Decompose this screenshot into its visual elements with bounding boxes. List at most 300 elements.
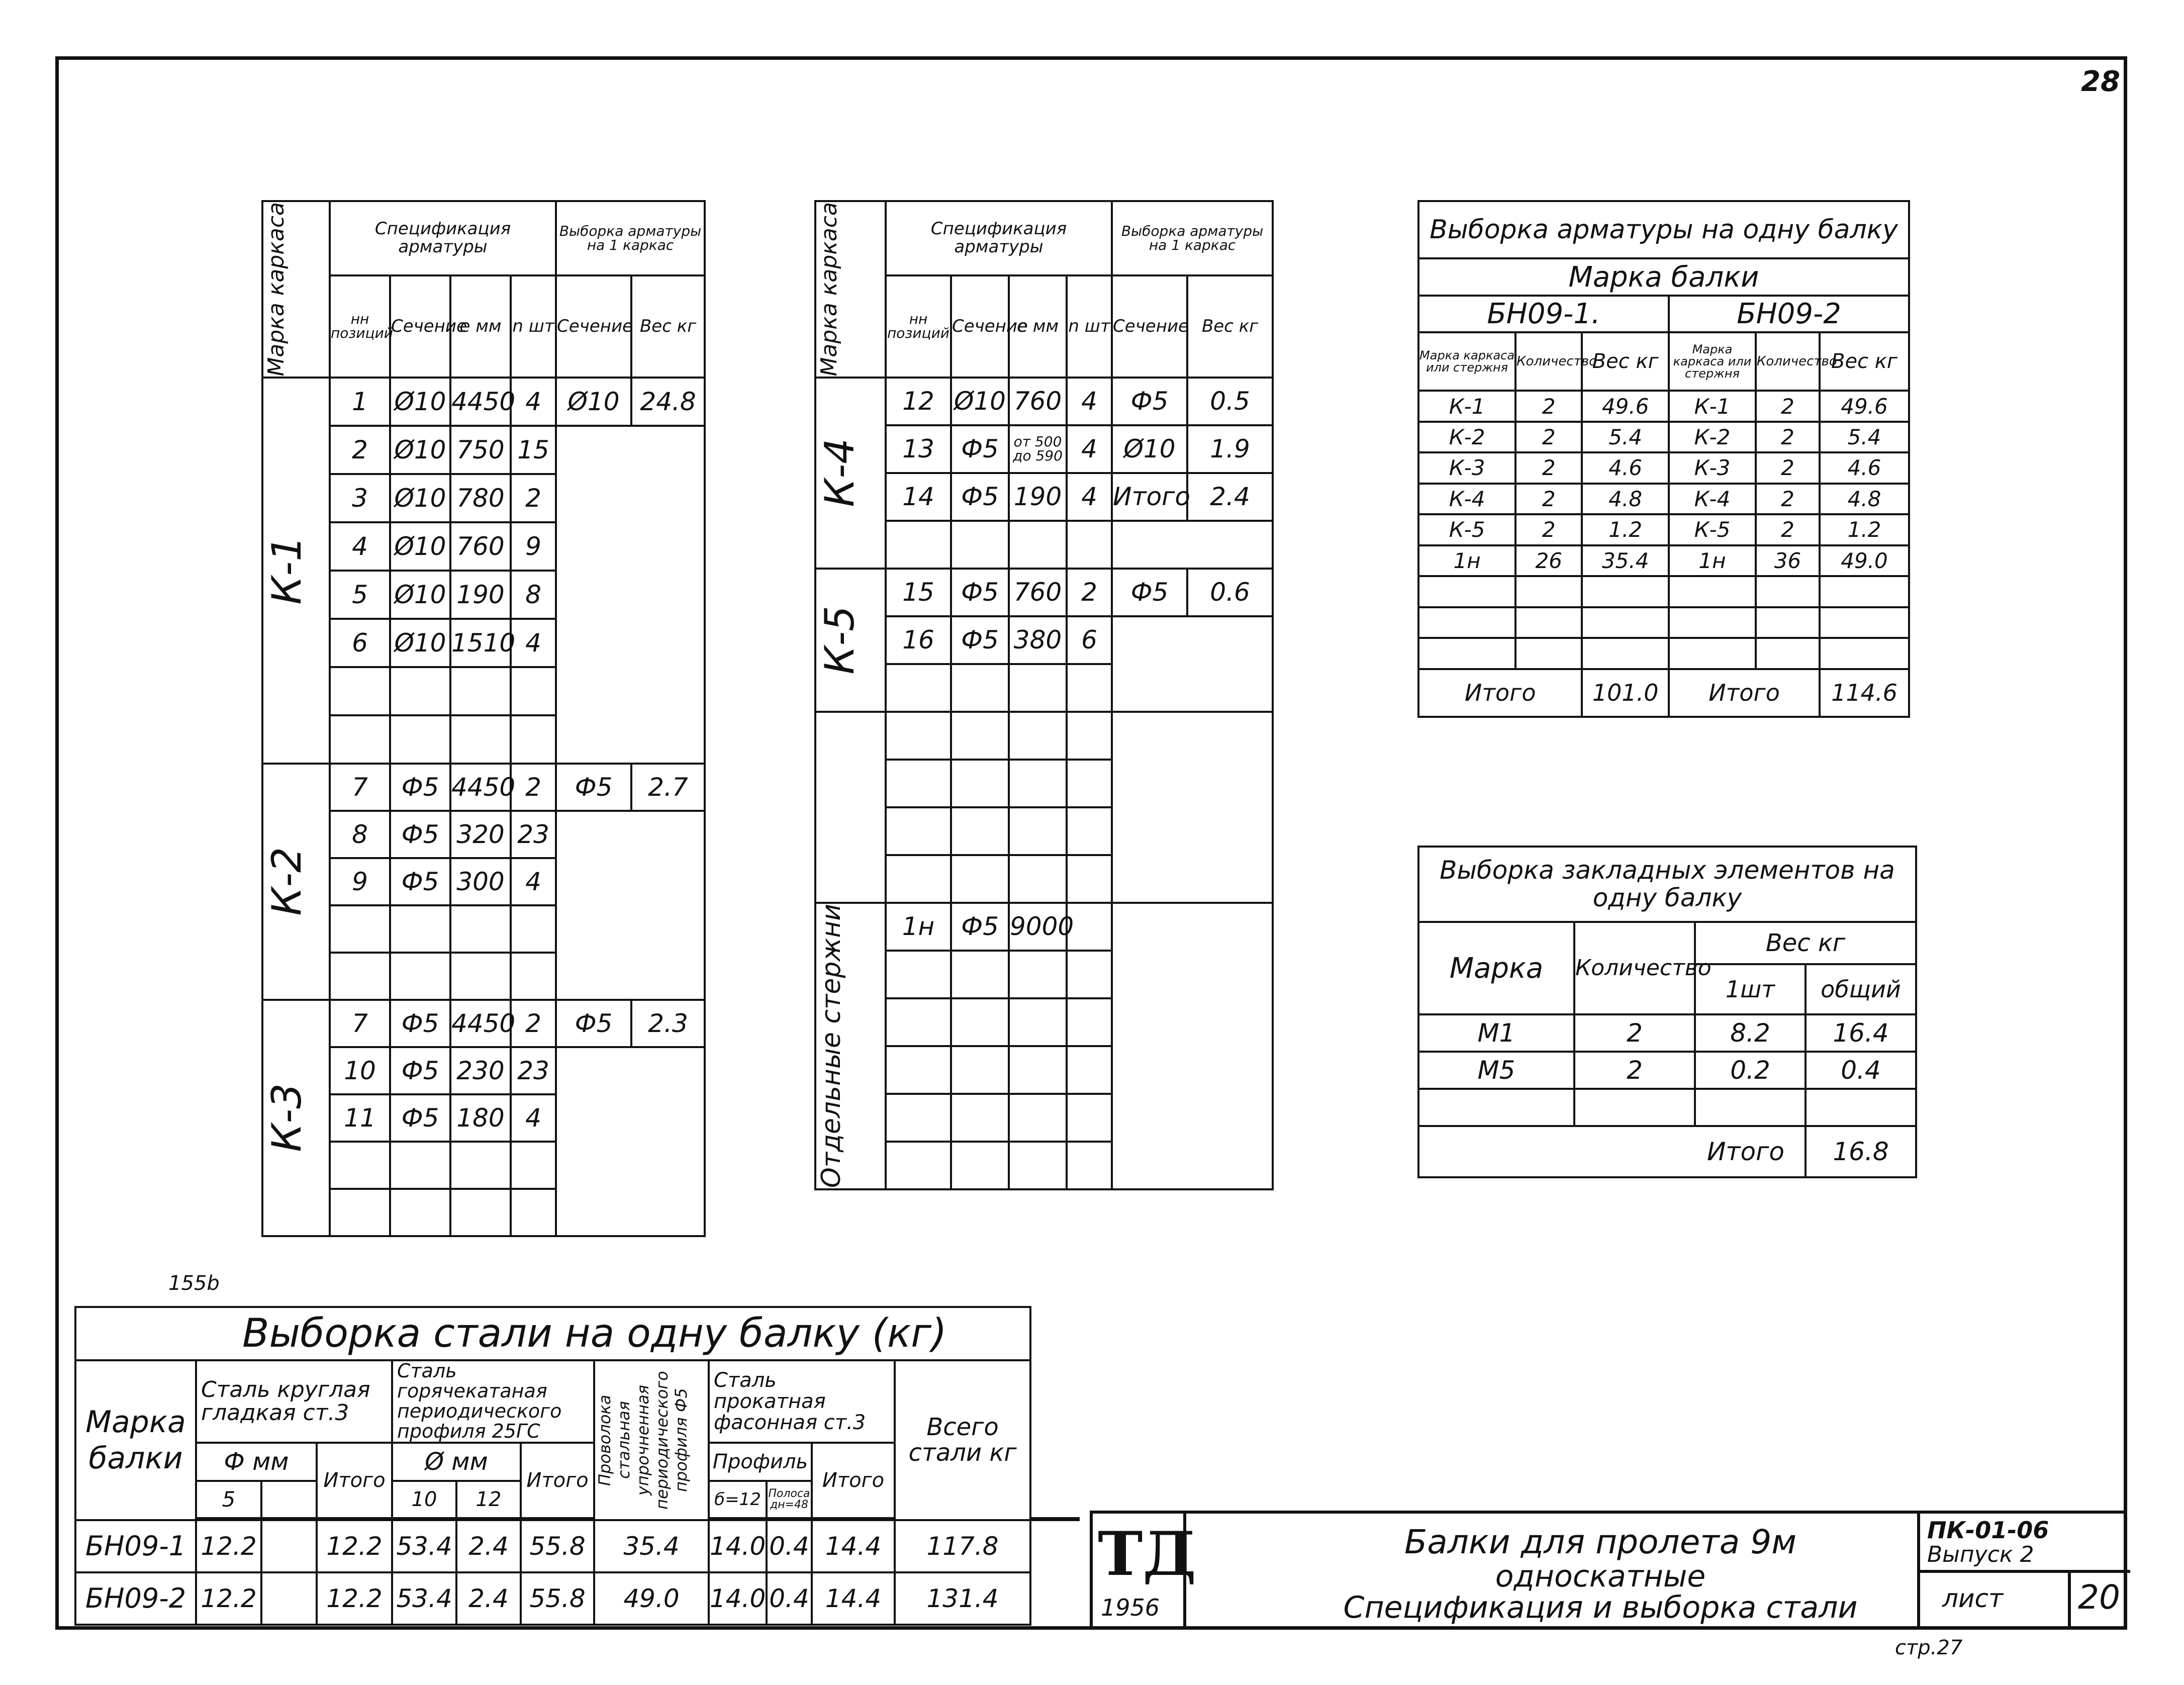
table-cell: 53.4 xyxy=(392,1520,456,1572)
empty-cell xyxy=(1067,855,1112,903)
empty-cell xyxy=(1582,576,1669,607)
empty-cell xyxy=(951,521,1009,569)
table-cell: Сечение xyxy=(1112,275,1187,377)
table-cell: 2.3 xyxy=(631,1000,705,1047)
table-cell: 320 xyxy=(450,811,511,858)
table-cell: 16 xyxy=(886,616,951,664)
empty-cell xyxy=(1418,1089,1574,1126)
empty-cell xyxy=(1030,1518,1079,1520)
table-cell: 2.4 xyxy=(1187,473,1273,521)
table-cell: Вес кг xyxy=(1695,922,1916,964)
table-cell: М1 xyxy=(1418,1014,1574,1052)
table-cell: 7 xyxy=(330,1000,390,1047)
empty-cell xyxy=(1669,576,1756,607)
empty-cell xyxy=(1418,607,1515,638)
table-cell: Ф5 xyxy=(951,616,1009,664)
head-vyb: Выборка арматуры на 1 каркас xyxy=(556,201,705,275)
empty-cell xyxy=(1009,1046,1067,1094)
table-cell: Ф5 xyxy=(951,903,1009,951)
table-cell: Марка балки xyxy=(75,1360,196,1520)
table-cell: 1.2 xyxy=(1582,514,1669,545)
table-cell: 5 xyxy=(330,571,390,619)
table-cell: Сталь горячекатаная периодического профиля 25ГС xyxy=(392,1360,594,1443)
table-cell: 24.8 xyxy=(631,378,705,426)
table-cell: 4.6 xyxy=(1582,452,1669,483)
table-cell: общий xyxy=(1806,964,1916,1014)
empty-cell xyxy=(1009,807,1067,855)
table-cell: Ø мм xyxy=(392,1443,521,1481)
empty-cell xyxy=(815,569,886,712)
empty-cell xyxy=(1009,521,1067,569)
table-cell: 2 xyxy=(1067,569,1112,616)
table-row xyxy=(815,569,1273,616)
empty-cell xyxy=(390,1142,450,1189)
table-cell: 23 xyxy=(511,811,556,858)
table-cell: 117.8 xyxy=(895,1520,1030,1572)
table-cell: Ø10 xyxy=(390,522,450,571)
logo: ТД xyxy=(1098,1519,1196,1589)
head-vyb-2: Выборка арматуры на 1 каркас xyxy=(1112,201,1273,275)
table-cell: 750 xyxy=(450,426,511,474)
empty-cell xyxy=(1820,638,1909,669)
table-cell: 12 xyxy=(456,1481,521,1518)
table-cell: 13 xyxy=(886,425,951,473)
table-cell: 0.6 xyxy=(1187,569,1273,616)
title-line-1: Балки для пролета 9м xyxy=(1404,1523,1796,1561)
head-marka-2: Марка каркаса xyxy=(816,202,842,377)
empty-cell xyxy=(511,1142,556,1189)
code-note: 155b xyxy=(168,1272,220,1295)
stal-table xyxy=(74,1306,1080,1626)
table-cell: Ø10 xyxy=(390,474,450,522)
table-cell: 2.7 xyxy=(631,764,705,811)
table-cell: Ф5 xyxy=(1112,569,1187,616)
empty-cell xyxy=(1582,607,1669,638)
table-cell: Итого xyxy=(1669,669,1820,717)
table-cell: БН09-2 xyxy=(75,1572,196,1625)
empty-cell xyxy=(556,811,705,1000)
empty-cell xyxy=(1067,521,1112,569)
table-cell: e мм xyxy=(1009,275,1067,377)
table-cell: Ф5 xyxy=(390,811,450,858)
empty-cell xyxy=(1806,1089,1916,1126)
table-cell: М5 xyxy=(1418,1052,1574,1089)
table-cell: 8.2 xyxy=(1695,1014,1806,1052)
table-cell: БН09-1 xyxy=(75,1520,196,1572)
total-2: 114.6 xyxy=(1820,669,1909,717)
issue-number: Выпуск 2 xyxy=(1927,1542,2034,1567)
empty-cell xyxy=(450,667,511,715)
total-row xyxy=(1418,669,1909,717)
empty-cell xyxy=(886,1046,951,1094)
table-cell: 4450 xyxy=(450,378,511,426)
table-cell: Марка каркаса или стержня xyxy=(1669,332,1756,391)
table-cell: 53.4 xyxy=(392,1572,456,1625)
spec-table-1 xyxy=(261,200,706,1237)
table-cell: 49.6 xyxy=(1582,391,1669,421)
table-cell: Ø10 xyxy=(1112,425,1187,473)
table-cell: К-2 xyxy=(1669,422,1756,452)
table-cell: Полоса дн=48 xyxy=(767,1481,812,1518)
empty-cell xyxy=(1669,638,1756,669)
col-sech: Сечение xyxy=(390,275,450,377)
empty-cell xyxy=(1067,951,1112,998)
table-cell: от 500 до 590 xyxy=(1009,425,1067,473)
table-cell: Итого xyxy=(317,1443,392,1518)
table-cell: 10 xyxy=(330,1047,390,1094)
zakl-table xyxy=(1417,846,1917,1178)
table-cell: Ф5 xyxy=(556,764,631,811)
sheet-label: лист xyxy=(1942,1584,2004,1613)
table-cell: 8 xyxy=(330,811,390,858)
empty-cell xyxy=(330,905,390,953)
empty-cell xyxy=(886,807,951,855)
table-cell: Марка каркаса или стержня xyxy=(1418,332,1515,391)
table-cell: 6 xyxy=(1067,616,1112,664)
table-cell: Ф5 xyxy=(390,764,450,811)
table-row xyxy=(1418,1052,1916,1089)
table-cell: 55.8 xyxy=(521,1572,594,1625)
table-cell: 5.4 xyxy=(1820,422,1909,452)
empty-cell xyxy=(815,903,886,1189)
table-cell: 2.4 xyxy=(456,1520,521,1572)
empty-cell xyxy=(951,1142,1009,1189)
table-cell xyxy=(261,1572,317,1625)
table-row xyxy=(1418,391,1909,421)
spec-table-2 xyxy=(814,200,1274,1190)
table-cell: 2 xyxy=(1515,484,1582,514)
table-cell: 12 xyxy=(886,378,951,425)
empty-cell xyxy=(330,1142,390,1189)
empty-cell xyxy=(1067,712,1112,760)
table-cell xyxy=(261,1520,317,1572)
empty-cell xyxy=(511,1189,556,1236)
empty-cell xyxy=(330,715,390,764)
empty-cell xyxy=(556,426,705,764)
table-cell: 2 xyxy=(1756,484,1820,514)
table-cell: К-2 xyxy=(1418,422,1515,452)
table-row xyxy=(815,903,1273,951)
table-cell: 380 xyxy=(1009,616,1067,664)
empty-cell xyxy=(330,953,390,1000)
table-cell: Ф5 xyxy=(390,1094,450,1142)
empty-cell xyxy=(1820,576,1909,607)
table-cell: Ф5 xyxy=(390,1047,450,1094)
empty-cell xyxy=(886,1142,951,1189)
empty-cell xyxy=(815,712,886,903)
table-row xyxy=(262,764,705,811)
table-row xyxy=(1418,422,1909,452)
empty-cell xyxy=(450,953,511,1000)
table-cell: Ø10 xyxy=(951,378,1009,425)
empty-cell xyxy=(1067,760,1112,807)
vyb-title: Выборка арматуры на одну балку xyxy=(1418,201,1909,258)
total-1: 101.0 xyxy=(1582,669,1669,717)
table-cell: К-2 xyxy=(263,847,310,916)
beam-2: БН09-2 xyxy=(1669,296,1909,332)
table-cell: 760 xyxy=(1009,378,1067,425)
empty-cell xyxy=(1582,638,1669,669)
empty-cell xyxy=(1418,576,1515,607)
table-row xyxy=(1418,484,1909,514)
empty-cell xyxy=(886,998,951,1046)
table-cell: Профиль xyxy=(709,1443,812,1481)
empty-cell xyxy=(1009,951,1067,998)
table-cell: Ø10 xyxy=(390,426,450,474)
footer-ref: стр.27 xyxy=(1895,1636,1963,1659)
table-cell: Вес кг xyxy=(1582,332,1669,391)
empty-cell xyxy=(390,1189,450,1236)
table-cell: 55.8 xyxy=(521,1520,594,1572)
table-cell: Ф5 xyxy=(951,569,1009,616)
table-cell: 2 xyxy=(511,474,556,522)
table-cell: 4.8 xyxy=(1582,484,1669,514)
empty-cell xyxy=(556,1047,705,1236)
table-cell: 12.2 xyxy=(317,1572,392,1625)
head-spec-2: Спецификация арматуры xyxy=(886,201,1112,275)
table-cell: Ø10 xyxy=(556,378,631,426)
table-cell: 9000 xyxy=(1009,903,1067,951)
table-cell: 4.8 xyxy=(1820,484,1909,514)
table-cell: Ф5 xyxy=(951,425,1009,473)
table-cell: Ø10 xyxy=(390,378,450,426)
empty-cell xyxy=(886,951,951,998)
table-cell: 4 xyxy=(511,1094,556,1142)
empty-cell xyxy=(1669,607,1756,638)
table-cell: Ф5 xyxy=(556,1000,631,1047)
col-nn: нн позиций xyxy=(330,275,390,377)
table-cell: 7 xyxy=(330,764,390,811)
empty-cell xyxy=(951,760,1009,807)
empty-cell xyxy=(886,855,951,903)
table-cell: Сечение xyxy=(951,275,1009,377)
table-row xyxy=(815,378,1273,425)
table-cell: К-4 xyxy=(1418,484,1515,514)
empty-cell xyxy=(886,760,951,807)
table-cell: 1510 xyxy=(450,619,511,667)
empty-cell xyxy=(951,712,1009,760)
col-l: e мм xyxy=(450,275,511,377)
empty-cell xyxy=(951,1094,1009,1142)
table-cell: Итого xyxy=(812,1443,895,1518)
empty-cell xyxy=(450,715,511,764)
mark-k3 xyxy=(262,1000,330,1236)
empty-cell xyxy=(594,1360,709,1520)
mark-sep: Отдельные стержни xyxy=(816,903,846,1188)
empty-cell xyxy=(330,667,390,715)
table-cell: 4450 xyxy=(450,1000,511,1047)
empty-cell xyxy=(951,807,1009,855)
table-cell: 1н xyxy=(1418,545,1515,576)
zakl-title: Выборка закладных элементов на одну балку xyxy=(1418,847,1916,922)
empty-cell xyxy=(1067,807,1112,855)
empty-cell xyxy=(1695,1089,1806,1126)
empty-cell xyxy=(1515,607,1582,638)
table-cell: 0.5 xyxy=(1187,378,1273,425)
col-sech2: Сечение xyxy=(556,275,631,377)
table-cell: 11 xyxy=(330,1094,390,1142)
empty-cell xyxy=(1574,1089,1695,1126)
empty-cell xyxy=(511,953,556,1000)
series-code: ПК-01-06 xyxy=(1927,1517,2049,1544)
table-cell: К-3 xyxy=(1669,452,1756,483)
table-row xyxy=(262,1000,705,1047)
table-cell: 1шт xyxy=(1695,964,1806,1014)
table-cell: 12.2 xyxy=(196,1520,261,1572)
table-cell: Количество xyxy=(1515,332,1582,391)
table-row xyxy=(75,1572,1079,1625)
table-cell: 2 xyxy=(1574,1052,1695,1089)
table-cell: Ф мм xyxy=(196,1443,317,1481)
table-cell: 190 xyxy=(1009,473,1067,521)
empty-cell xyxy=(886,712,951,760)
table-cell: 2 xyxy=(330,426,390,474)
head-spec: Спецификация арматуры xyxy=(330,201,556,275)
empty-cell xyxy=(951,1046,1009,1094)
page-number: 28 xyxy=(2081,65,2120,98)
table-cell: Ø10 xyxy=(390,619,450,667)
table-cell: 12.2 xyxy=(317,1520,392,1572)
table-row xyxy=(75,1520,1079,1572)
table-cell: К-5 xyxy=(1669,514,1756,545)
empty-cell xyxy=(1756,638,1820,669)
empty-cell xyxy=(1009,664,1067,712)
table-cell: 180 xyxy=(450,1094,511,1142)
empty-cell xyxy=(951,951,1009,998)
table-cell: 4 xyxy=(330,522,390,571)
table-cell: 8 xyxy=(511,571,556,619)
empty-cell xyxy=(511,905,556,953)
empty-cell xyxy=(1112,903,1273,1189)
empty-cell xyxy=(1820,607,1909,638)
mark-k1 xyxy=(262,378,330,764)
table-cell: 14.4 xyxy=(812,1572,895,1625)
table-row xyxy=(262,378,705,426)
table-cell: 35.4 xyxy=(594,1520,709,1572)
table-cell: К-1 xyxy=(1669,391,1756,421)
table-cell: Вес кг xyxy=(1820,332,1909,391)
table-cell: Ф5 xyxy=(1112,378,1187,425)
table-cell: Итого xyxy=(1418,669,1582,717)
table-cell: б=12 xyxy=(709,1481,767,1518)
table-cell: 4 xyxy=(511,858,556,905)
table-cell: 49.0 xyxy=(594,1572,709,1625)
empty-cell xyxy=(1756,607,1820,638)
table-cell: Сталь прокатная фасонная ст.3 xyxy=(709,1360,895,1443)
table-cell: 4 xyxy=(511,378,556,426)
table-cell: 2 xyxy=(511,764,556,811)
table-cell: 4 xyxy=(1067,473,1112,521)
table-cell: 16.4 xyxy=(1806,1014,1916,1052)
table-cell: 14.4 xyxy=(812,1520,895,1572)
zakl-total: 16.8 xyxy=(1806,1126,1916,1177)
empty-cell xyxy=(390,667,450,715)
empty-cell xyxy=(330,1189,390,1236)
table-row xyxy=(1418,545,1909,576)
table-cell: 2 xyxy=(1756,422,1820,452)
title-line-2: односкатные xyxy=(1495,1559,1706,1594)
empty-cell xyxy=(1515,638,1582,669)
table-row xyxy=(1418,452,1909,483)
empty-cell xyxy=(450,1142,511,1189)
table-cell: 2 xyxy=(1574,1014,1695,1052)
table-cell: 190 xyxy=(450,571,511,619)
table-cell: К-1 xyxy=(263,536,310,605)
empty-cell xyxy=(1067,1142,1112,1189)
table-cell: 4 xyxy=(1067,378,1112,425)
table-cell: 0.2 xyxy=(1695,1052,1806,1089)
table-cell: 2 xyxy=(1756,452,1820,483)
empty-cell xyxy=(1112,712,1273,903)
col-ves: Вес кг xyxy=(631,275,705,377)
empty-cell xyxy=(1009,855,1067,903)
beam-1: БН09-1. xyxy=(1418,296,1669,332)
table-cell: Всего стали кг xyxy=(895,1360,1030,1520)
table-cell: 23 xyxy=(511,1047,556,1094)
col-n: n шт xyxy=(511,275,556,377)
table-cell: 2 xyxy=(1515,391,1582,421)
table-cell: Ф5 xyxy=(951,473,1009,521)
stal-title: Выборка стали на одну балку (кг) xyxy=(75,1307,1030,1360)
table-cell: 2 xyxy=(511,1000,556,1047)
table-row xyxy=(1418,514,1909,545)
table-cell: Количество xyxy=(1574,922,1695,1014)
table-cell: 9 xyxy=(330,858,390,905)
table-cell: 760 xyxy=(450,522,511,571)
table-cell: 6 xyxy=(330,619,390,667)
title-line-3: Спецификация и выборка стали xyxy=(1343,1590,1858,1625)
sheet-number: 20 xyxy=(2078,1578,2120,1617)
empty-cell xyxy=(261,1481,317,1518)
empty-cell xyxy=(951,664,1009,712)
table-cell: 1 xyxy=(330,378,390,426)
table-cell: Итого xyxy=(1418,1126,1806,1177)
table-cell: Итого xyxy=(521,1443,594,1518)
table-cell: 2 xyxy=(1515,422,1582,452)
table-row xyxy=(1418,1014,1916,1052)
title-block xyxy=(1090,1511,2127,1630)
table-cell: 2.4 xyxy=(456,1572,521,1625)
empty-cell xyxy=(951,855,1009,903)
table-cell: 2 xyxy=(1515,514,1582,545)
table-cell: К-1 xyxy=(1418,391,1515,421)
table-cell: 15 xyxy=(511,426,556,474)
empty-cell xyxy=(450,1189,511,1236)
table-cell: 14.0 xyxy=(709,1572,767,1625)
table-cell: 26 xyxy=(1515,545,1582,576)
table-cell: 2 xyxy=(1515,452,1582,483)
mark-k5: К-5 xyxy=(816,605,863,675)
mark-k2 xyxy=(262,764,330,1000)
table-cell: 49.0 xyxy=(1820,545,1909,576)
empty-cell xyxy=(1067,1094,1112,1142)
vyb-subtitle: Марка балки xyxy=(1418,258,1909,295)
empty-cell xyxy=(1112,521,1273,569)
empty-cell xyxy=(886,521,951,569)
table-cell: Количество xyxy=(1756,332,1820,391)
empty-cell xyxy=(390,905,450,953)
table-cell: 5 xyxy=(196,1481,261,1518)
table-cell: 4 xyxy=(1067,425,1112,473)
logo-year: 1956 xyxy=(1101,1594,1160,1621)
empty-cell xyxy=(1756,576,1820,607)
table-cell: 0.4 xyxy=(1806,1052,1916,1089)
head-marka xyxy=(262,201,330,378)
table-cell: 36 xyxy=(1756,545,1820,576)
table-cell: Ф5 xyxy=(390,858,450,905)
empty-cell xyxy=(1009,712,1067,760)
table-cell: 4450 xyxy=(450,764,511,811)
